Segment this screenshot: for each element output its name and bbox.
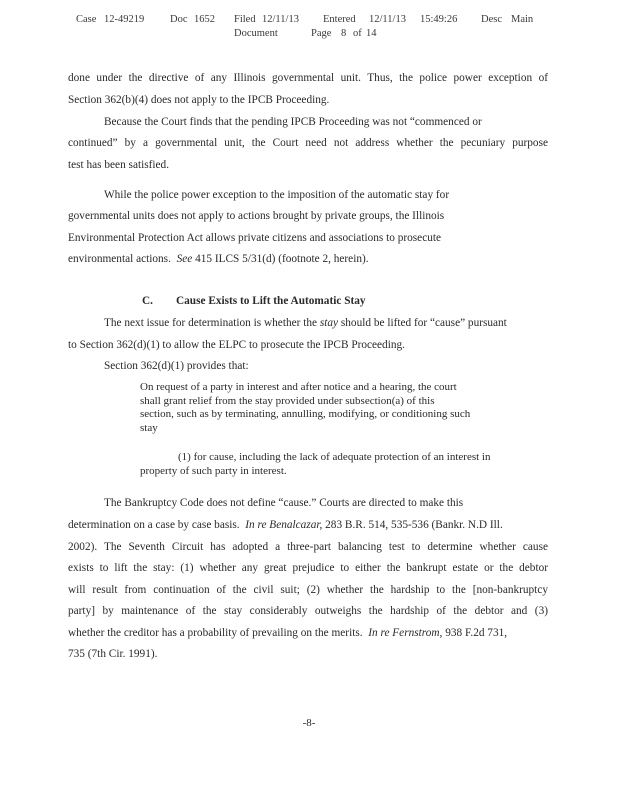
paragraph-2-line-3: test has been satisfied.	[68, 159, 170, 171]
paragraph-5-line-5: will result from continuation of the civil suit; (2) whether the hardship to the [non-bankruptcy	[68, 584, 548, 596]
of-label: of	[353, 28, 362, 39]
text-span: 415 ILCS 5/31(d) (footnote 2, herein).	[195, 253, 369, 265]
paragraph-1-line-2: Section 362(b)(4) does not apply to the IPCB Proceeding.	[68, 94, 330, 106]
entered-date: 12/11/13	[369, 14, 406, 25]
paragraph-3-line-2: governmental units does not apply to actions brought by private groups, the Illinois	[68, 210, 445, 222]
paragraph-3-line-3: Environmental Protection Act allows private citizens and associations to prosecute	[68, 232, 442, 244]
page-number-footer: -8-	[302, 717, 316, 729]
quote-line: section, such as by terminating, annulling, modifying, or conditioning such	[140, 408, 471, 420]
paragraph-5-line-7	[68, 623, 507, 645]
case-label: Case	[76, 14, 97, 25]
paragraph-5-line-2	[68, 515, 503, 537]
section-letter: C.	[142, 295, 153, 307]
quote-line: stay	[140, 421, 158, 434]
paragraph-4-line-2: to Section 362(d)(1) to allow the ELPC to prosecute the IPCB Proceeding.	[68, 339, 405, 351]
text-span: whether the creditor has a probability of prevailing on the merits.	[68, 627, 363, 639]
filed-date: 12/11/13	[262, 14, 299, 25]
text-span: 283 B.R. 514, 535-536 (Bankr. N.D Ill.	[325, 519, 503, 531]
text-span: environmental actions.	[68, 253, 171, 265]
quote-line: (1) for cause, including the lack of adequate protection of an interest in	[178, 451, 491, 463]
document-label: Document	[234, 28, 278, 39]
citation-signal: See	[176, 253, 193, 265]
doc-label: Doc	[170, 14, 188, 25]
section-heading: Cause Exists to Lift the Automatic Stay	[176, 295, 366, 307]
body-text	[68, 0, 548, 800]
desc-label: Desc	[481, 14, 502, 25]
quote-line: On request of a party in interest and after notice and a hearing, the court	[140, 381, 457, 393]
text-span: should be lifted for “cause” pursuant	[340, 317, 507, 329]
case-number: 12-49219	[104, 14, 145, 25]
page-total: 14	[366, 28, 377, 39]
paragraph-4-line-3: Section 362(d)(1) provides that:	[104, 360, 249, 372]
filed-label: Filed	[234, 14, 256, 25]
statute-quote-clause	[140, 451, 490, 478]
paragraph-4-line-1	[104, 313, 507, 335]
paragraph-2-line-2: continued” by a governmental unit, the Court need not address whether the pecuniary purpose	[68, 137, 548, 149]
paragraph-5-line-3: 2002). The Seventh Circuit has adopted a three-part balancing test to determine whether cause	[68, 541, 548, 553]
entered-label: Entered	[323, 14, 356, 25]
statute-quote	[140, 381, 470, 435]
paragraph-5-line-1: The Bankruptcy Code does not define “cause.” Courts are directed to make this	[104, 497, 464, 509]
quote-line: shall grant relief from the stay provided under subsection(a) of this	[140, 394, 435, 407]
paragraph-3-line-4	[68, 249, 369, 271]
text-span: 938 F.2d 731,	[445, 627, 508, 639]
paragraph-1-line-1: done under the directive of any Illinois governmental unit. Thus, the police power exception of	[68, 72, 548, 84]
case-citation: In re Benalcazar,	[245, 519, 323, 531]
emphasis-stay: stay	[319, 317, 339, 329]
text-span: determination on a case by case basis.	[68, 519, 240, 531]
paragraph-3-line-1: While the police power exception to the imposition of the automatic stay for	[104, 189, 450, 201]
paragraph-2-line-1: Because the Court finds that the pending IPCB Proceeding was not “commenced or	[104, 116, 482, 128]
paragraph-5-line-4: exists to lift the stay: (1) whether any great prejudice to either the bankrupt estate or the debtor	[68, 562, 548, 574]
paragraph-5-line-8: 735 (7th Cir. 1991).	[68, 648, 158, 660]
entered-time: 15:49:26	[420, 14, 458, 25]
quote-line: property of such party in interest.	[140, 464, 287, 477]
case-citation: In re Fernstrom,	[368, 627, 443, 639]
page-number: 8	[341, 28, 347, 39]
page-label: Page	[311, 28, 332, 39]
doc-number: 1652	[194, 14, 215, 25]
main-label: Main	[511, 14, 534, 25]
text-span: The next issue for determination is whether the	[104, 317, 318, 329]
paragraph-5-line-6: party] by maintenance of the stay considerably outweighs the hardship of the debtor and (3)	[68, 605, 548, 617]
